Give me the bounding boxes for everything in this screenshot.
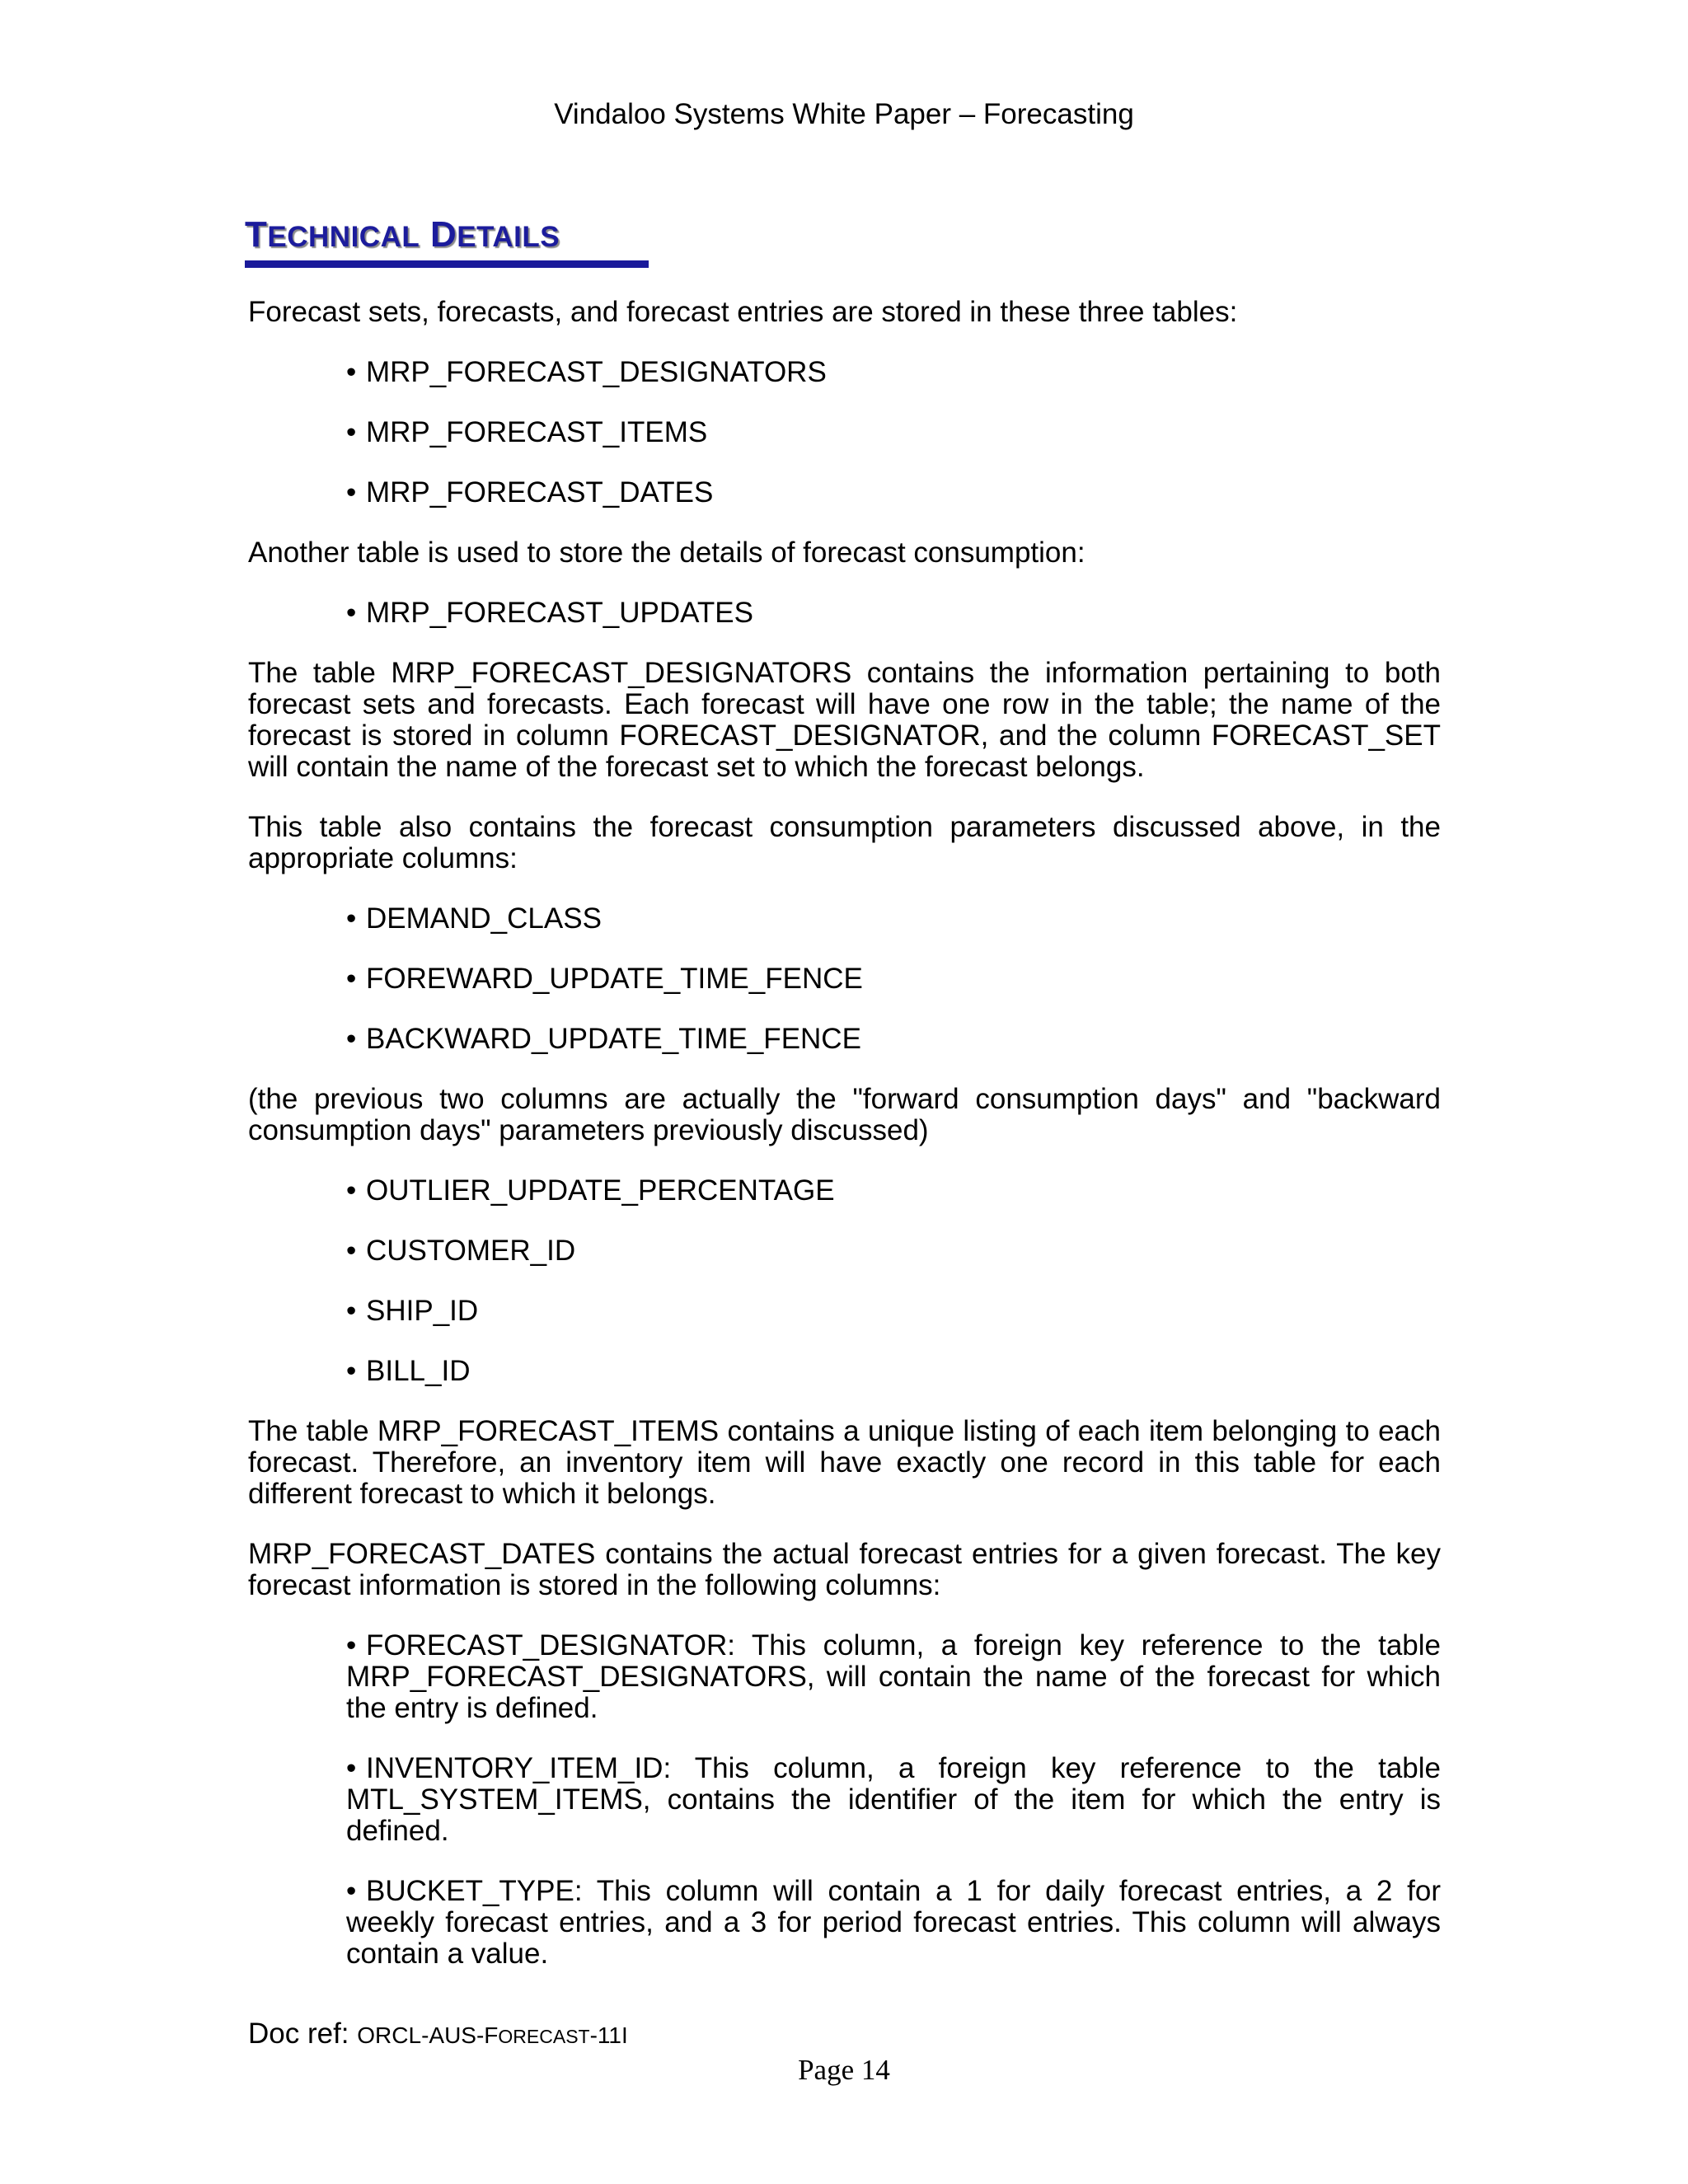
- bullet-icon: •: [346, 1752, 357, 1784]
- more-columns-list: [248, 1175, 1441, 1387]
- list-item: [248, 1876, 1441, 1970]
- intro-paragraph: Forecast sets, forecasts, and forecast entries are stored in these three tables:: [248, 296, 1238, 328]
- page-header: Vindaloo Systems White Paper – Forecasting: [554, 98, 1134, 130]
- section-title-initial-1: T: [245, 214, 268, 255]
- params-columns-list: [248, 903, 1441, 1055]
- list-item: [248, 357, 1441, 388]
- list-item-text: MRP_FORECAST_DATES: [366, 476, 714, 509]
- list-item-text: MRP_FORECAST_DESIGNATORS: [366, 356, 827, 388]
- list-item: [248, 1296, 1441, 1327]
- list-item-text: FOREWARD_UPDATE_TIME_FENCE: [366, 963, 863, 995]
- tables-list: [248, 357, 1441, 509]
- consumption-intro-paragraph: Another table is used to store the details of forecast consumption:: [248, 537, 1085, 569]
- doc-ref-code-part-2: ORECAST: [498, 2026, 590, 2047]
- section-title: [245, 213, 560, 260]
- list-item: [248, 963, 1441, 995]
- list-item: [248, 1356, 1441, 1387]
- consumption-tables-list: [248, 598, 1441, 629]
- list-item: [248, 903, 1441, 935]
- bullet-icon: •: [346, 963, 357, 995]
- bullet-icon: •: [346, 416, 357, 448]
- dates-paragraph: MRP_FORECAST_DATES contains the actual forecast entries for a given forecast. The key forecast information is stored in the following columns:: [248, 1538, 1441, 1601]
- list-item-text: MRP_FORECAST_ITEMS: [366, 416, 708, 448]
- page-number: Page 14: [798, 2054, 890, 2086]
- doc-ref-code: [357, 2022, 627, 2048]
- list-item-text: BILL_ID: [366, 1355, 471, 1387]
- bullet-icon: •: [346, 1355, 357, 1387]
- list-item-text: CUSTOMER_ID: [366, 1235, 576, 1267]
- bullet-icon: •: [346, 597, 357, 629]
- items-paragraph: The table MRP_FORECAST_ITEMS contains a unique listing of each item belonging to each forecast. Therefore, an inventory item will have exactly one record in this table for each different forecast to which it belongs.: [248, 1415, 1441, 1510]
- section-title-rest-1: ECHNICAL: [267, 221, 420, 253]
- list-item: [248, 1235, 1441, 1267]
- list-item-text: FORECAST_DESIGNATOR: This column, a foreign key reference to the table MRP_FORECAST_DESIGNATORS, will contain the name of the forecast for which the entry is defined.: [346, 1629, 1441, 1724]
- list-item: [248, 1753, 1441, 1847]
- bullet-icon: •: [346, 1235, 357, 1267]
- bullet-icon: •: [346, 1295, 357, 1327]
- list-item-text: MRP_FORECAST_UPDATES: [366, 597, 753, 629]
- list-item: [248, 1024, 1441, 1055]
- section-title-space: [420, 214, 430, 255]
- list-item: [248, 1175, 1441, 1207]
- bullet-icon: •: [346, 1875, 357, 1907]
- list-item-text: INVENTORY_ITEM_ID: This column, a foreign key reference to the table MTL_SYSTEM_ITEMS, contains the identifier of the item for which the entry is defined.: [346, 1752, 1441, 1847]
- document-body: [248, 297, 1441, 1999]
- list-item: [248, 598, 1441, 629]
- bullet-icon: •: [346, 1174, 357, 1207]
- list-item-text: DEMAND_CLASS: [366, 902, 602, 935]
- bullet-icon: •: [346, 1023, 357, 1055]
- bullet-icon: •: [346, 476, 357, 509]
- key-columns-list: [248, 1630, 1441, 1970]
- bullet-icon: •: [346, 356, 357, 388]
- designators-paragraph: The table MRP_FORECAST_DESIGNATORS contains the information pertaining to both forecast sets and forecasts. Each forecast will have one row in the table; the name of the forecast is stored in column FORECAST_DESIGNATOR, and the column FORECAST_SET will contain the name of the forecast set to which the forecast belongs.: [248, 657, 1441, 783]
- list-item-text: SHIP_ID: [366, 1295, 479, 1327]
- list-item: [248, 477, 1441, 509]
- section-title-rest-2: ETAILS: [457, 221, 560, 253]
- doc-reference: [248, 2017, 628, 2054]
- list-item-text: OUTLIER_UPDATE_PERCENTAGE: [366, 1174, 835, 1207]
- params-paragraph: This table also contains the forecast consumption parameters discussed above, in the appropriate columns:: [248, 811, 1441, 874]
- bullet-icon: •: [346, 902, 357, 935]
- doc-ref-label: Doc ref:: [248, 2018, 349, 2050]
- list-item: [248, 417, 1441, 448]
- list-item: [248, 1630, 1441, 1724]
- doc-ref-code-part-1: ORCL-AUS-F: [357, 2022, 499, 2048]
- note-paragraph: (the previous two columns are actually the "forward consumption days" and "backward consumption days" parameters previously discussed): [248, 1083, 1441, 1146]
- bullet-icon: •: [346, 1629, 357, 1661]
- list-item-text: BACKWARD_UPDATE_TIME_FENCE: [366, 1023, 861, 1055]
- section-title-initial-2: D: [429, 214, 457, 255]
- doc-ref-code-part-3: -11I: [589, 2022, 628, 2048]
- title-underline: [245, 260, 649, 268]
- list-item-text: BUCKET_TYPE: This column will contain a 1 for daily forecast entries, a 2 for weekly forecast entries, and a 3 for period forecast entries. This column will always contain a value.: [346, 1875, 1441, 1970]
